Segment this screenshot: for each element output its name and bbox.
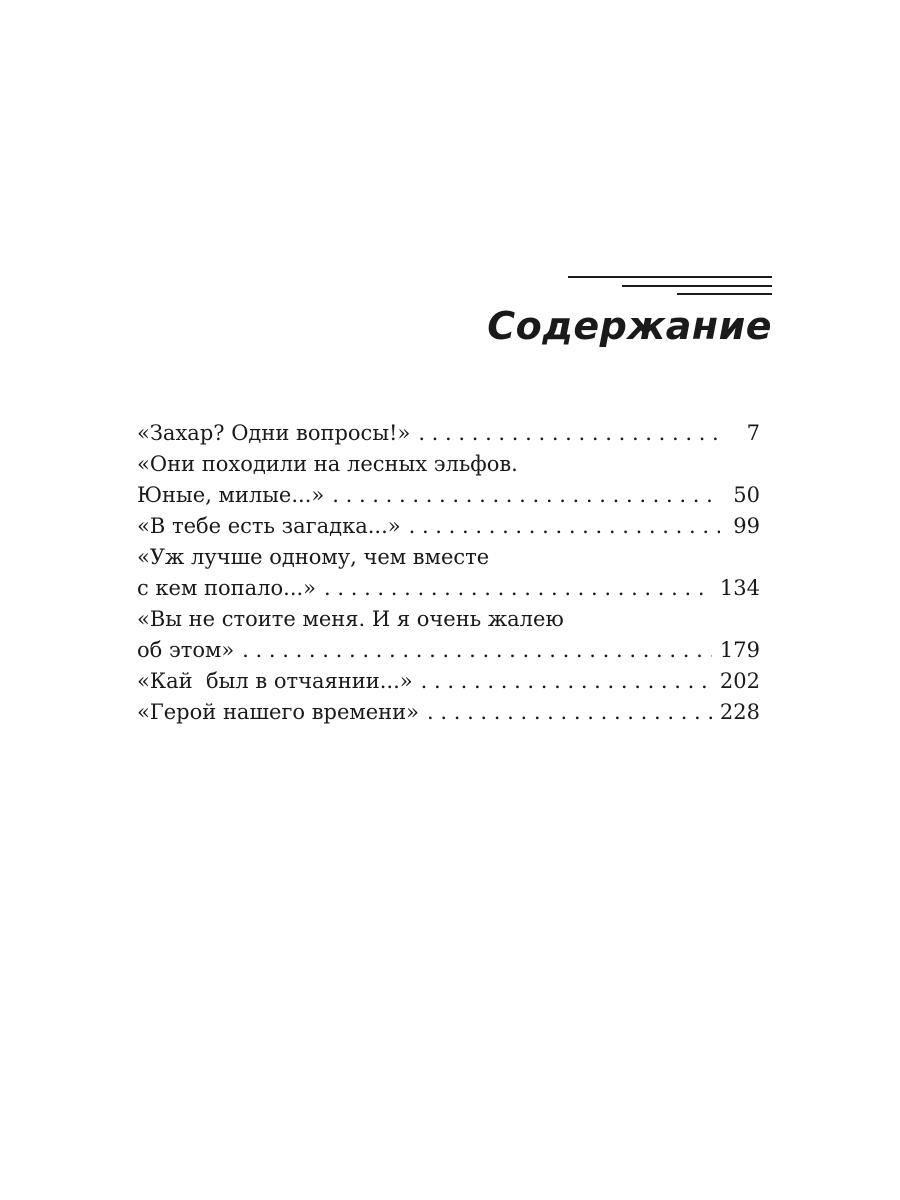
toc-leader-dots <box>324 573 712 604</box>
rule-line-middle <box>622 285 772 287</box>
toc-leader-dots <box>421 666 712 697</box>
toc-entry <box>137 666 760 697</box>
toc-leader-dots <box>427 697 712 728</box>
toc-entry-title-line <box>137 449 760 480</box>
table-of-contents <box>137 418 760 728</box>
toc-page-number: 50 <box>733 483 760 507</box>
toc-leader-dots <box>332 480 720 511</box>
toc-entry-title: с кем попало...» <box>137 576 317 600</box>
toc-entry <box>137 635 760 666</box>
toc-page-number: 7 <box>746 421 760 445</box>
toc-leader-dots <box>418 418 720 449</box>
toc-entry-title: «Вы не стоите меня. И я очень жалею <box>137 607 564 631</box>
toc-leader-dots <box>242 635 712 666</box>
page-title: Содержание <box>487 304 772 348</box>
toc-entry-title-line <box>137 542 760 573</box>
toc-entry-title: «В тебе есть загадка...» <box>137 514 401 538</box>
toc-entry-title: «Герой нашего времени» <box>137 700 420 724</box>
toc-entry-title: «Захар? Одни вопросы!» <box>137 421 411 445</box>
toc-entry <box>137 418 760 449</box>
toc-page-number: 99 <box>733 514 760 538</box>
toc-leader-dots <box>409 511 720 542</box>
rule-line-top <box>568 276 772 278</box>
toc-entry <box>137 697 760 728</box>
rule-line-bottom <box>677 293 772 295</box>
toc-entry <box>137 573 760 604</box>
decorative-rules <box>0 0 900 300</box>
toc-entry <box>137 511 760 542</box>
toc-page-number: 134 <box>719 576 760 600</box>
toc-page-number: 179 <box>719 638 760 662</box>
toc-page-number: 228 <box>719 700 760 724</box>
toc-entry-title-line <box>137 604 760 635</box>
toc-entry-title: «Уж лучше одному, чем вместе <box>137 545 490 569</box>
toc-entry-title: «Они походили на лесных эльфов. <box>137 452 518 476</box>
toc-entry-title: «Кай был в отчаянии...» <box>137 669 413 693</box>
toc-entry <box>137 480 760 511</box>
toc-entry-title: об этом» <box>137 638 235 662</box>
toc-page-number: 202 <box>719 669 760 693</box>
toc-entry-title: Юные, милые...» <box>137 483 325 507</box>
